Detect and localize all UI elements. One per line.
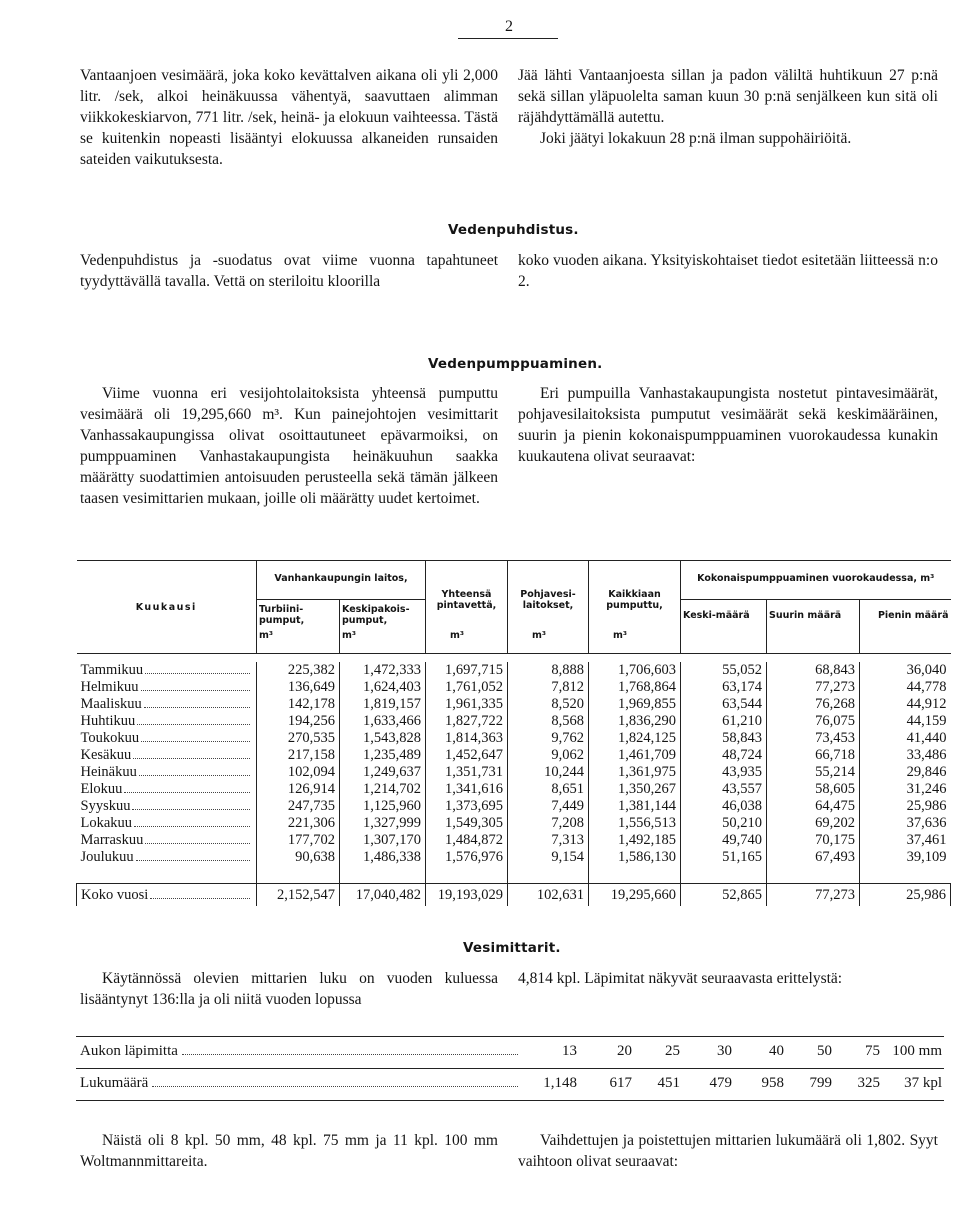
- pumping-table: [76, 560, 951, 906]
- cell-min: 41,440: [906, 730, 947, 746]
- total-centrifugal: 17,040,482: [340, 884, 426, 907]
- total-surface: 19,193,029: [426, 884, 508, 907]
- table-row: [77, 696, 951, 713]
- cell-max: 55,214: [767, 764, 860, 781]
- cell-centrifugal: 1,327,999: [340, 815, 426, 832]
- cell-turbine: 136,649: [257, 679, 340, 696]
- count-value: 1,148: [543, 1075, 577, 1091]
- cell-surface: 1,351,731: [426, 764, 508, 781]
- cell-avg: 46,038: [681, 798, 767, 815]
- total-all: 19,295,660: [589, 884, 681, 907]
- cell-ground: 9,154: [508, 849, 589, 866]
- count-values: [522, 1075, 942, 1092]
- cell-avg: 61,210: [681, 713, 767, 730]
- cell-min: 39,109: [906, 849, 947, 865]
- cell-max: 73,453: [767, 730, 860, 747]
- cell-min: 44,778: [906, 679, 947, 695]
- cell-avg: 58,843: [681, 730, 767, 747]
- total-turbine: 2,152,547: [257, 884, 340, 907]
- cell-turbine: 270,535: [257, 730, 340, 747]
- cell-surface: 1,484,872: [426, 832, 508, 849]
- cell-centrifugal: 1,235,489: [340, 747, 426, 764]
- cell-surface: 1,373,695: [426, 798, 508, 815]
- cell-centrifugal: 1,624,403: [340, 679, 426, 696]
- cell-centrifugal: 1,249,637: [340, 764, 426, 781]
- groundwater-header: Pohjavesi-laitokset,: [508, 561, 589, 629]
- purification-right-paragraph: koko vuoden aikana. Yksityiskohtaiset tiedot esitetään liitteessä n:o 2.: [518, 252, 938, 290]
- avg-header: Keski-määrä: [681, 600, 767, 654]
- turbine-unit: m³: [257, 628, 340, 654]
- cell-max: 76,075: [767, 713, 860, 730]
- cell-total: 1,556,513: [589, 815, 681, 832]
- row-month-label: Toukokuu: [80, 730, 140, 746]
- cell-max: 66,718: [767, 747, 860, 764]
- cell-max: 69,202: [767, 815, 860, 832]
- cell-max: 64,475: [767, 798, 860, 815]
- count-value: 37 kpl: [904, 1075, 942, 1091]
- pumping-table-total: [77, 884, 951, 907]
- cell-avg: 43,557: [681, 781, 767, 798]
- table-row: [77, 798, 951, 815]
- cell-centrifugal: 1,125,960: [340, 798, 426, 815]
- count-value: 617: [609, 1075, 632, 1091]
- diameter-value: 30: [717, 1043, 732, 1059]
- cell-turbine: 225,382: [257, 662, 340, 679]
- cell-surface: 1,697,715: [426, 662, 508, 679]
- cell-turbine: 102,094: [257, 764, 340, 781]
- meters-left-paragraph: Käytännössä olevien mittarien luku on vuoden kuluessa lisääntynyt 136:lla ja oli niitä vuoden lopussa: [80, 970, 498, 1008]
- cell-surface: 1,549,305: [426, 815, 508, 832]
- row-month-label: Syyskuu: [80, 798, 131, 814]
- cell-min: 37,461: [906, 832, 947, 848]
- diameter-value: 13: [562, 1043, 577, 1059]
- cell-turbine: 194,256: [257, 713, 340, 730]
- table-row: [77, 747, 951, 764]
- table-row: [77, 730, 951, 747]
- month-header: Kuukausi: [77, 561, 257, 654]
- pumping-table-container: [76, 560, 951, 906]
- cell-surface: 1,452,647: [426, 747, 508, 764]
- row-month-label: Heinäkuu: [80, 764, 137, 780]
- cell-centrifugal: 1,472,333: [340, 662, 426, 679]
- pumping-left-paragraph: Viime vuonna eri vesijohtolaitoksista yhteensä pumputtu vesimäärä oli 19,295,660 m³. Kun painejohtojen vesimittarit Vanhassakaupungissa olivat osoittautuneet epävarmoiksi, on pumppuaminen Vanhastakaupungista heinäkuuhun saakka määrätty suodattimien antoisuuden perusteella sekä tämän jälkeen taasen vesimittarien mukaan, joille oli määrätty uudet kertoimet.: [80, 385, 498, 507]
- pumping-table-body: [77, 654, 951, 884]
- cell-centrifugal: 1,307,170: [340, 832, 426, 849]
- cell-ground: 8,651: [508, 781, 589, 798]
- cell-ground: 8,888: [508, 662, 589, 679]
- row-month-label: Huhtikuu: [80, 713, 136, 729]
- cell-min: 29,846: [906, 764, 947, 780]
- cell-turbine: 142,178: [257, 696, 340, 713]
- cell-ground: 9,762: [508, 730, 589, 747]
- max-header: Suurin määrä: [767, 600, 860, 654]
- cell-total: 1,492,185: [589, 832, 681, 849]
- meters-rule-bottom: [76, 1100, 944, 1101]
- cell-centrifugal: 1,214,702: [340, 781, 426, 798]
- surface-total-header: Yhteensä pintavettä,: [426, 561, 508, 629]
- page-number: 2: [505, 18, 513, 35]
- cell-min: 33,486: [906, 747, 947, 763]
- intro-right-paragraph-2: Joki jäätyi lokakuun 28 p:nä ilman suppohäiriöitä.: [540, 130, 852, 147]
- pumping-heading: Vedenpumppuaminen.: [428, 356, 603, 372]
- cell-ground: 7,449: [508, 798, 589, 815]
- cell-avg: 49,740: [681, 832, 767, 849]
- cell-total: 1,768,864: [589, 679, 681, 696]
- diameter-label: Aukon läpimitta: [80, 1043, 178, 1059]
- total-max: 77,273: [767, 884, 860, 907]
- cell-ground: 7,208: [508, 815, 589, 832]
- cell-max: 67,493: [767, 849, 860, 866]
- cell-total: 1,824,125: [589, 730, 681, 747]
- cell-avg: 50,210: [681, 815, 767, 832]
- cell-avg: 63,544: [681, 696, 767, 713]
- row-month-label: Tammikuu: [80, 662, 144, 678]
- count-value: 799: [809, 1075, 832, 1091]
- cell-total: 1,461,709: [589, 747, 681, 764]
- pumping-right-paragraph: Eri pumpuilla Vanhastakaupungista nostetut pintavesimäärät, pohjavesilaitoksista pumputut vesimäärät sekä keskimääräinen, suurin ja pienin kokonaispumppuaminen vuorokaudessa kunakin kuukautena olivat seuraavat:: [518, 385, 938, 465]
- centrifugal-header: Keskipakois-pumput,: [340, 600, 426, 629]
- cell-min: 44,912: [906, 696, 947, 712]
- diameter-value: 20: [617, 1043, 632, 1059]
- cell-avg: 51,165: [681, 849, 767, 866]
- total-avg: 52,865: [681, 884, 767, 907]
- table-row: [77, 781, 951, 798]
- count-row: [80, 1075, 942, 1092]
- cell-min: 25,986: [906, 798, 947, 814]
- row-month-label: Joulukuu: [80, 849, 134, 865]
- count-value: 479: [709, 1075, 732, 1091]
- min-header: Pienin määrä: [860, 600, 951, 654]
- cell-turbine: 177,702: [257, 832, 340, 849]
- surface-unit: m³: [426, 628, 508, 654]
- row-month-label: Helmikuu: [80, 679, 139, 695]
- cell-ground: 9,062: [508, 747, 589, 764]
- cell-centrifugal: 1,633,466: [340, 713, 426, 730]
- meters-heading: Vesimittarit.: [463, 940, 561, 956]
- diameter-values: [522, 1043, 942, 1060]
- cell-ground: 7,313: [508, 832, 589, 849]
- table-row: [77, 832, 951, 849]
- row-month-label: Maaliskuu: [80, 696, 142, 712]
- total-ground: 102,631: [508, 884, 589, 907]
- cell-surface: 1,814,363: [426, 730, 508, 747]
- intro-right-paragraph-1: Jää lähti Vantaanjoesta sillan ja padon väliltä huhtikuun 27 p:nä sekä sillan yläpuolelta saman kuun 30 p:nä senjälkeen kun sitä oli räjähdyttämällä autettu.: [518, 67, 938, 126]
- cell-min: 44,159: [906, 713, 947, 729]
- old-town-group-header: Vanhankaupungin laitos,: [257, 561, 426, 600]
- table-row: [77, 679, 951, 696]
- cell-min: 36,040: [906, 662, 947, 678]
- cell-ground: 10,244: [508, 764, 589, 781]
- cell-avg: 63,174: [681, 679, 767, 696]
- row-month-label: Lokakuu: [80, 815, 133, 831]
- cell-turbine: 221,306: [257, 815, 340, 832]
- cell-max: 70,175: [767, 832, 860, 849]
- cell-surface: 1,761,052: [426, 679, 508, 696]
- cell-centrifugal: 1,543,828: [340, 730, 426, 747]
- diameter-row: [80, 1043, 942, 1060]
- cell-total: 1,350,267: [589, 781, 681, 798]
- cell-turbine: 247,735: [257, 798, 340, 815]
- all-pumped-header: Kaikkiaan pumputtu,: [589, 561, 681, 629]
- intro-left-paragraph: Vantaanjoen vesimäärä, joka koko kevättalven aikana oli yli 2,000 litr. /sek, alkoi heinäkuussa vähentyä, saavuttaen alimman viikkokeskiarvon, 771 litr. /sek, heinä- ja elokuun vaihteessa. Tästä se kuitenkin nopeasti lisääntyi elokuussa alkaneiden runsaiden sateiden vaikutuksesta.: [80, 67, 498, 168]
- row-month-label: Kesäkuu: [80, 747, 132, 763]
- cell-turbine: 90,638: [257, 849, 340, 866]
- all-pumped-unit: m³: [589, 628, 681, 654]
- purification-left-paragraph: Vedenpuhdistus ja -suodatus ovat viime vuonna tapahtuneet tyydyttävällä tavalla. Vettä on steriloitu kloorilla: [80, 252, 498, 290]
- count-value: 325: [857, 1075, 880, 1091]
- page-number-rule: [458, 38, 558, 39]
- table-row: [77, 662, 951, 679]
- diameter-value: 25: [665, 1043, 680, 1059]
- cell-surface: 1,341,616: [426, 781, 508, 798]
- meters-rule-top: [76, 1036, 944, 1037]
- cell-ground: 8,568: [508, 713, 589, 730]
- cell-surface: 1,576,976: [426, 849, 508, 866]
- row-month-label: Marraskuu: [80, 832, 144, 848]
- cell-avg: 55,052: [681, 662, 767, 679]
- meters-footnote-right: Vaihdettujen ja poistettujen mittarien lukumäärä oli 1,802. Syyt vaihtoon olivat seuraavat:: [518, 1132, 938, 1170]
- cell-min: 31,246: [906, 781, 947, 797]
- diameter-value: 100 mm: [892, 1043, 942, 1059]
- cell-total: 1,969,855: [589, 696, 681, 713]
- purification-heading: Vedenpuhdistus.: [448, 222, 579, 238]
- cell-ground: 7,812: [508, 679, 589, 696]
- cell-surface: 1,961,335: [426, 696, 508, 713]
- total-label: Koko vuosi: [81, 886, 149, 903]
- cell-avg: 43,935: [681, 764, 767, 781]
- daily-group-header: Kokonaispumppuaminen vuorokaudessa, m³: [681, 561, 951, 600]
- cell-total: 1,586,130: [589, 849, 681, 866]
- table-row: [77, 764, 951, 781]
- cell-centrifugal: 1,819,157: [340, 696, 426, 713]
- cell-centrifugal: 1,486,338: [340, 849, 426, 866]
- table-row: [77, 713, 951, 730]
- cell-turbine: 217,158: [257, 747, 340, 764]
- diameter-value: 75: [865, 1043, 880, 1059]
- turbine-header: Turbiini-pumput,: [257, 600, 340, 629]
- count-value: 958: [761, 1075, 784, 1091]
- count-value: 451: [657, 1075, 680, 1091]
- cell-max: 76,268: [767, 696, 860, 713]
- cell-ground: 8,520: [508, 696, 589, 713]
- cell-max: 68,843: [767, 662, 860, 679]
- cell-max: 58,605: [767, 781, 860, 798]
- cell-total: 1,361,975: [589, 764, 681, 781]
- cell-total: 1,836,290: [589, 713, 681, 730]
- diameter-value: 50: [817, 1043, 832, 1059]
- table-row: [77, 815, 951, 832]
- total-min: 25,986: [860, 884, 951, 907]
- cell-total: 1,706,603: [589, 662, 681, 679]
- count-label: Lukumäärä: [80, 1075, 149, 1091]
- meters-rule-mid: [76, 1068, 944, 1069]
- cell-surface: 1,827,722: [426, 713, 508, 730]
- cell-total: 1,381,144: [589, 798, 681, 815]
- cell-turbine: 126,914: [257, 781, 340, 798]
- centrifugal-unit: m³: [340, 628, 426, 654]
- row-month-label: Elokuu: [80, 781, 123, 797]
- meters-footnote-left: Näistä oli 8 kpl. 50 mm, 48 kpl. 75 mm ja 11 kpl. 100 mm Woltmannmittareita.: [80, 1132, 498, 1170]
- table-row: [77, 849, 951, 866]
- cell-max: 77,273: [767, 679, 860, 696]
- diameter-value: 40: [769, 1043, 784, 1059]
- cell-avg: 48,724: [681, 747, 767, 764]
- groundwater-unit: m³: [508, 628, 589, 654]
- meters-right-paragraph: 4,814 kpl. Läpimitat näkyvät seuraavasta erittelystä:: [518, 970, 843, 987]
- cell-min: 37,636: [906, 815, 947, 831]
